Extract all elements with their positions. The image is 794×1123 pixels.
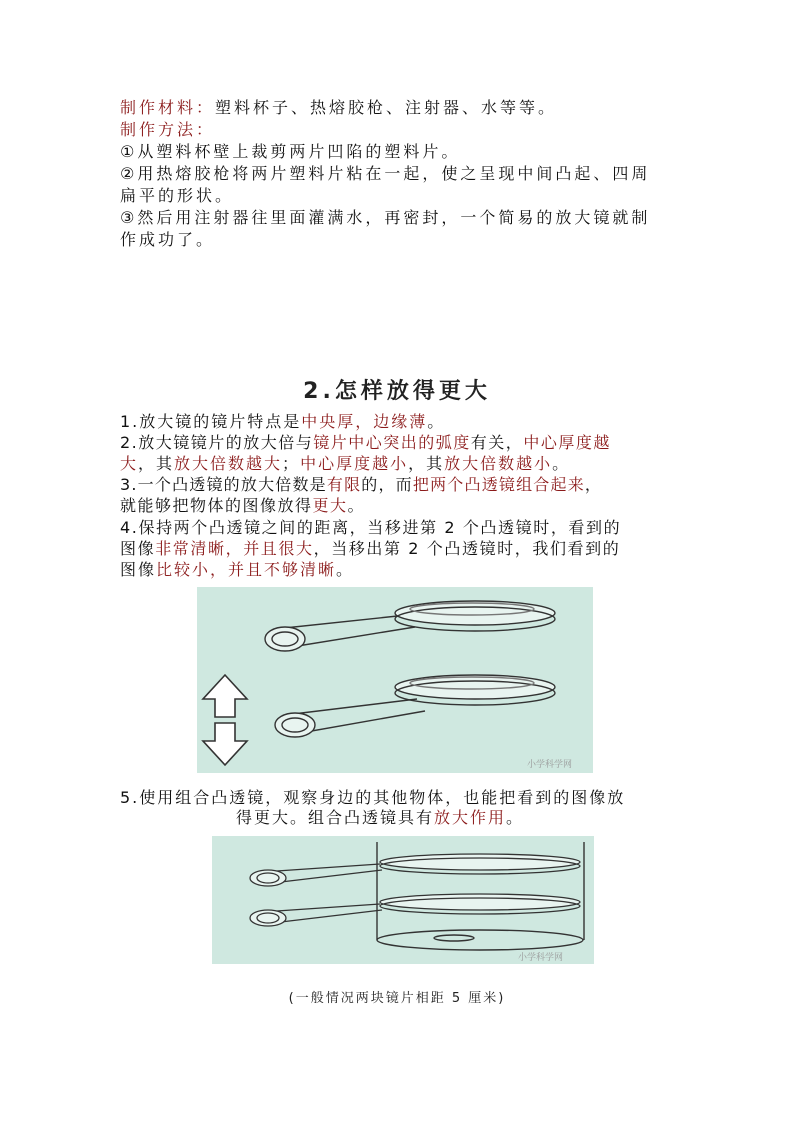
p2-highlight-b: 镜片中心突出的弧度: [313, 433, 471, 452]
method-step-1: ①从塑料杯壁上裁剪两片凹陷的塑料片。: [120, 142, 461, 161]
method-step-2-line-2: 扁平的形状。: [120, 186, 235, 205]
section-title: 2.怎样放得更大: [303, 379, 491, 404]
p3-text-e: ，: [584, 475, 603, 494]
p2-text-a: 2.放大镜镜片的放大倍与: [120, 433, 314, 452]
p2-highlight-2e: 中心厚度越小: [300, 454, 409, 473]
p5-text-1: 5.使用组合凸透镜，观察身边的其他物体，也能把看到的图像放: [120, 788, 626, 807]
p4-text-3c: 。: [336, 560, 355, 579]
p2-highlight-d: 中心厚度越: [523, 433, 611, 452]
p1-text-c: 。: [427, 412, 446, 431]
p2-highlight-2g: 放大倍数越小: [444, 454, 553, 473]
p1-text-a: 1.放大镜的镜片特点是: [120, 412, 302, 431]
p3-text-a: 3.一个凸透镜的放大倍数是: [120, 475, 327, 494]
p4-text-1: 4.保持两个凸透镜之间的距离，当移进第 2 个凸透镜时，看到的: [120, 518, 622, 537]
paragraph-3-line-1: [120, 475, 602, 495]
p5-text-2a: 得更大。组合凸透镜具有: [236, 808, 435, 827]
p5-highlight-2b: 放大作用: [434, 808, 507, 827]
materials-label: 制作材料：: [120, 98, 216, 117]
paragraph-4-line-2: [120, 539, 620, 559]
paragraph-2-line-2: [120, 454, 570, 474]
method-step-2-line-1: ②用热熔胶枪将两片塑料片粘在一起，使之呈现中间凸起、四周: [120, 164, 651, 183]
paragraph-3-line-2: [120, 496, 365, 516]
p4-text-3a: 图像: [120, 560, 157, 579]
figure-combined-lenses: [212, 836, 594, 964]
paragraph-5-line-1: [120, 788, 625, 808]
p2-text-2b: ，其: [138, 454, 175, 473]
paragraph-2-line-1: [120, 433, 611, 453]
p2-text-2f: ，其: [408, 454, 445, 473]
materials-text: 塑料杯子、热熔胶枪、注射器、水等等。: [215, 98, 558, 117]
p1-highlight: 中央厚，边缘薄: [301, 412, 428, 431]
figure-magnifiers-moving: [197, 587, 593, 773]
p2-text-2d: ；: [282, 454, 301, 473]
p3-text-c: 的，而: [361, 475, 413, 494]
method-step-3-line-2: 作成功了。: [120, 230, 216, 249]
p3-highlight-b: 有限: [326, 475, 362, 494]
p2-highlight-2a: 大: [120, 454, 139, 473]
method-label: 制作方法：: [120, 120, 216, 139]
p3-highlight-d: 把两个凸透镜组合起来: [412, 475, 585, 494]
p4-highlight-2b: 非常清晰，并且很大: [155, 539, 314, 558]
paragraph-1: [120, 412, 445, 432]
p2-highlight-2c: 放大倍数越大: [174, 454, 283, 473]
p2-text-c: 有关，: [470, 433, 524, 452]
materials-line: [120, 98, 557, 118]
figure-caption: (一般情况两块镜片相距 5 厘米): [288, 991, 506, 1006]
p3-text-2c: 。: [347, 496, 366, 515]
paragraph-4-line-3: [120, 560, 354, 580]
method-step-3-line-1: ③然后用注射器往里面灌满水，再密封，一个简易的放大镜就制: [120, 208, 651, 227]
p4-text-2c: ，当移出第 2 个凸透镜时，我们看到的: [313, 539, 621, 558]
p3-text-2a: 就能够把物体的图像放得: [120, 496, 313, 515]
p5-text-2c: 。: [506, 808, 525, 827]
p2-text-2h: 。: [552, 454, 571, 473]
paragraph-5-line-2: [236, 808, 524, 828]
paragraph-4-line-1: [120, 518, 621, 538]
p3-highlight-2b: 更大: [312, 496, 348, 515]
watermark-text-2: 小学科学网: [518, 953, 564, 963]
p4-text-2a: 图像: [120, 539, 156, 558]
watermark-text: 小学科学网: [527, 760, 573, 770]
p4-highlight-3b: 比较小，并且不够清晰: [156, 560, 337, 579]
